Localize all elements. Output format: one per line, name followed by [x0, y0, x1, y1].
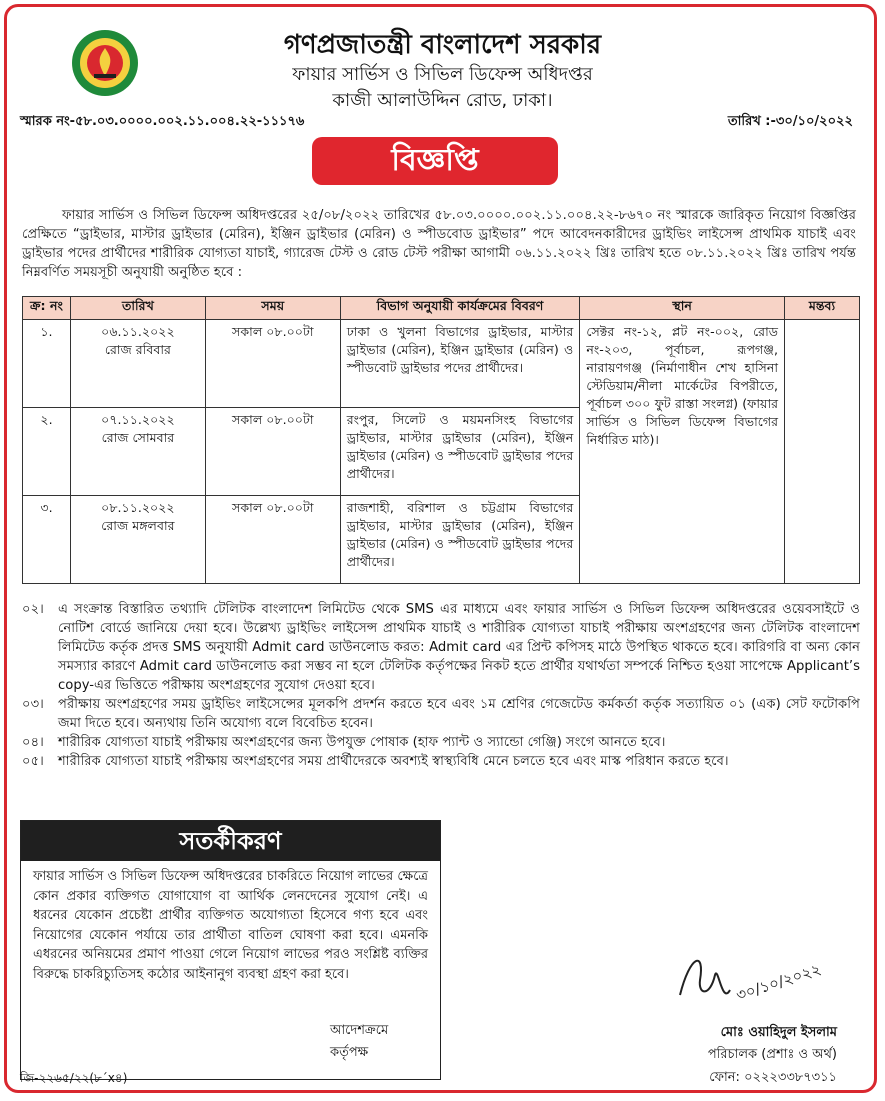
col-header-date: তারিখ — [70, 297, 205, 320]
row-date: ০৬.১১.২০২২ — [101, 324, 175, 339]
note-item — [22, 733, 860, 752]
col-header-description: বিভাগ অনুযায়ী কার্যক্রমের বিবরণ — [340, 297, 580, 320]
print-code: জি-২২৬৫/২২(৮´x৪) — [20, 1071, 128, 1085]
signatory-phone: ফোন: ০২২২৩৩৮৭৩১১ — [709, 1070, 837, 1085]
row-day: রোজ রবিবার — [104, 342, 171, 357]
order-block — [330, 1020, 388, 1064]
order-line: আদেশক্রমে — [330, 1023, 389, 1038]
row-description: রাজশাহী, বরিশাল ও চট্টগ্রাম বিভাগের ড্রাইভার, মাস্টার ড্রাইভার (মেরিন), ইঞ্জিন ড্রাইভার (মেরিন) ও স্পীডবোট ড্রাইভার পদের প্রার্থীদের। — [340, 496, 580, 584]
row-day: রোজ মঙ্গলবার — [101, 518, 175, 533]
note-text: পরীক্ষায় অংশগ্রহণের সময় ড্রাইভিং লাইসেন্সের মূলকপি প্রদর্শন করতে হবে এবং ১ম শ্রেণির গেজেটেড কর্মকর্তা কর্তৃক সত্যায়িত ০১ (এক) সেট ফটোকপি জমা দিতে হবে। অন্যথায় তিনি অযোগ্য বলে বিবেচিত হবেন। — [58, 697, 860, 731]
svg-text:৩০/১০/২০২২: ৩০/১০/২০২২ — [733, 960, 824, 1005]
note-item — [22, 752, 860, 771]
row-description: ঢাকা ও খুলনা বিভাগের ড্রাইভার, মাস্টার ড্রাইভার (মেরিন), ইঞ্জিন ড্রাইভার (মেরিন) ও স্পীডবোট ড্রাইভার পদের প্রার্থীদের। — [340, 320, 580, 408]
row-date-cell — [70, 496, 205, 584]
row-date: ০৮.১১.২০২২ — [101, 500, 175, 515]
notes-list — [22, 600, 860, 771]
warning-title: সতর্কীকরণ — [21, 821, 440, 861]
row-serial: ৩. — [23, 496, 71, 584]
table-header-row — [23, 297, 860, 320]
note-item — [22, 695, 860, 733]
note-text: শারীরিক যোগ্যতা যাচাই পরীক্ষায় অংশগ্রহণের জন্য উপযুক্ত পোষাক (হাফ প্যান্ট ও স্যান্ডো গেঞ্জি) সংগে আনতে হবে। — [58, 735, 666, 750]
note-text: এ সংক্রান্ত বিস্তারিত তথ্যাদি টেলিটক বাংলাদেশ লিমিটেড থেকে SMS এর মাধ্যমে এবং ফায়ার সার্ভিস ও সিভিল ডিফেন্স অধিদপ্তরের ওয়েবসাইটে ও নোটিশ বোর্ডে জানিয়ে দেয়া হবে। উল্লেখ্য ড্রাইভিং লাইসেন্স প্রাথমিক যাচাই ও শারীরিক যোগ্যতা যাচাই পরীক্ষায় অংশগ্রহণের জন্য টেলিটক বাংলাদেশ লিমিটেড কর্তৃক প্রদত্ত SMS অনুযায়ী Admit card ডাউনলোড করত: Admit card এর প্রিন্ট কপিসহ মাঠে উপস্থিত থাকতে হবে। কারিগরি বা অন্য কোন সমস্যার কারণে Admit card ডাউনলোড করা সম্ভব না হলে টেলিটক কর্তৃপক্ষের নিকট হতে প্রার্থীর যথার্থতা সম্পর্কে নিশ্চিত হওয়া সাপেক্ষে Applicant’s copy-এর ভিত্তিতে পরীক্ষায় অংশগ্রহণের সুযোগ দেওয়া হবে। — [58, 602, 860, 693]
intro-paragraph: ফায়ার সার্ভিস ও সিভিল ডিফেন্স অধিদপ্তরের ২৫/০৮/২০২২ তারিখের ৫৮.০৩.০০০০.০০২.১১.০০৪.২২-৮৬৭০ নং স্মারকে জারিকৃত নিয়োগ বিজ্ঞপ্তির প্রেক্ষিতে “ড্রাইভার, মাস্টার ড্রাইভার (মেরিন), ইঞ্জিন ড্রাইভার (মেরিন) ও স্পীডবোড ড্রাইভার” পদে আবেদনকারীদের ড্রাইভিং লাইসেন্স প্রাথমিক যাচাই এবং ড্রাইভার পদের প্রার্থীদের শারীরিক যোগ্যতা যাচাই, গ্যারেজ টেস্ট ও রোড টেস্ট পরীক্ষা আগামী ০৬.১১.২০২২ খ্রিঃ তারিখ হতে ০৮.১১.২০২২ খ্রিঃ তারিখ পর্যন্ত নিম্নবর্ণিত সময়সূচী অনুযায়ী অনুষ্ঠিত হবে : — [22, 208, 856, 280]
row-serial: ২. — [23, 408, 71, 496]
warning-body: ফায়ার সার্ভিস ও সিভিল ডিফেন্স অধিদপ্তরের চাকরিতে নিয়োগ লাভের ক্ষেত্রে কোন প্রকার ব্যক্তিগত যোগাযোগ বা আর্থিক লেনদেনের সুযোগ নেই। এ ধরনের যেকোন প্রচেষ্টা প্রার্থীর ব্যক্তিগত অযোগ্যতা হিসেবে গণ্য হবে এবং নিয়োগের যেকোন পর্যায়ে তার প্রার্থীতা বাতিল ঘোষণা করা হবে। এমনকি এধরনের অনিয়মের প্রমাণ পাওয়া গেলে নিয়োগ লাভের পরও সংশ্লিষ্ট ব্যক্তির বিরুদ্ধে চাকরিচ্যুতিসহ কঠোর আইনানুগ ব্যবস্থা গ্রহণ করা হবে। — [33, 869, 428, 982]
notice-title-banner: বিজ্ঞপ্তি — [312, 137, 558, 185]
note-text: শারীরিক যোগ্যতা যাচাই পরীক্ষায় অংশগ্রহণের সময় প্রার্থীদেরকে অবশ্যই স্বাস্থ্যবিধি মেনে চলতে হবে এবং মাস্ক পরিধান করতে হবে। — [58, 754, 729, 769]
note-item — [22, 600, 860, 695]
col-header-serial: ক্র: নং — [23, 297, 71, 320]
department-name: ফায়ার সার্ভিস ও সিভিল ডিফেন্স অধিদপ্তর — [292, 64, 593, 85]
schedule-table — [22, 296, 860, 584]
note-number: ০৪। — [22, 735, 44, 750]
row-time: সকাল ০৮.০০টা — [205, 320, 340, 408]
row-time: সকাল ০৮.০০টা — [205, 496, 340, 584]
row-date-cell — [70, 408, 205, 496]
signatory-designation: পরিচালক (প্রশাঃ ও অর্থ) — [707, 1047, 837, 1062]
memo-date: তারিখ :-৩০/১০/২০২২ — [727, 114, 853, 129]
memo-number: স্মারক নং-৫৮.০৩.০০০০.০০২.১১.০০৪.২২-১১১৭৬ — [20, 114, 305, 129]
row-description: রংপুর, সিলেট ও ময়মনসিংহ বিভাগের ড্রাইভার, মাস্টার ড্রাইভার (মেরিন), ইঞ্জিন ড্রাইভার (মেরিন) ও স্পীডবোট ড্রাইভার পদের প্রার্থীদের। — [340, 408, 580, 496]
note-number: ০৫। — [22, 754, 44, 769]
note-number: ০৩। — [22, 697, 44, 712]
col-header-venue: স্থান — [580, 297, 785, 320]
col-header-remarks: মন্তব্য — [785, 297, 860, 320]
row-time: সকাল ০৮.০০টা — [205, 408, 340, 496]
department-address: কাজী আলাউদ্দিন রোড, ঢাকা। — [332, 90, 553, 111]
col-header-time: সময় — [205, 297, 340, 320]
authority-line: কর্তৃপক্ষ — [330, 1045, 369, 1060]
row-date-cell — [70, 320, 205, 408]
row-date: ০৭.১১.২০২২ — [101, 412, 175, 427]
table-row — [23, 320, 860, 408]
signatory-name: মোঃ ওয়াহিদুল ইসলাম — [720, 1025, 837, 1040]
row-day: রোজ সোমবার — [101, 430, 175, 445]
remarks-cell — [785, 320, 860, 584]
handwritten-signature — [660, 935, 840, 1015]
govt-title: গণপ্রজাতন্ত্রী বাংলাদেশ সরকার — [283, 30, 602, 60]
row-serial: ১. — [23, 320, 71, 408]
note-number: ০২। — [22, 602, 44, 617]
venue-cell: সেক্টর নং-১২, প্লট নং-০০২, রোড নং-২০৩, পূর্বাচল, রূপগঞ্জ, নারায়ণগঞ্জ (নির্মাণাধীন শেখ হাসিনা স্টেডিয়াম/নীলা মার্কেটের বিপরীতে, পূর্বাচল ৩০০ ফুট রাস্তা সংলগ্ন) (ফায়ার সার্ভিস ও সিভিল ডিফেন্স বিভাগের নির্ধারিত মাঠ)। — [580, 320, 785, 584]
